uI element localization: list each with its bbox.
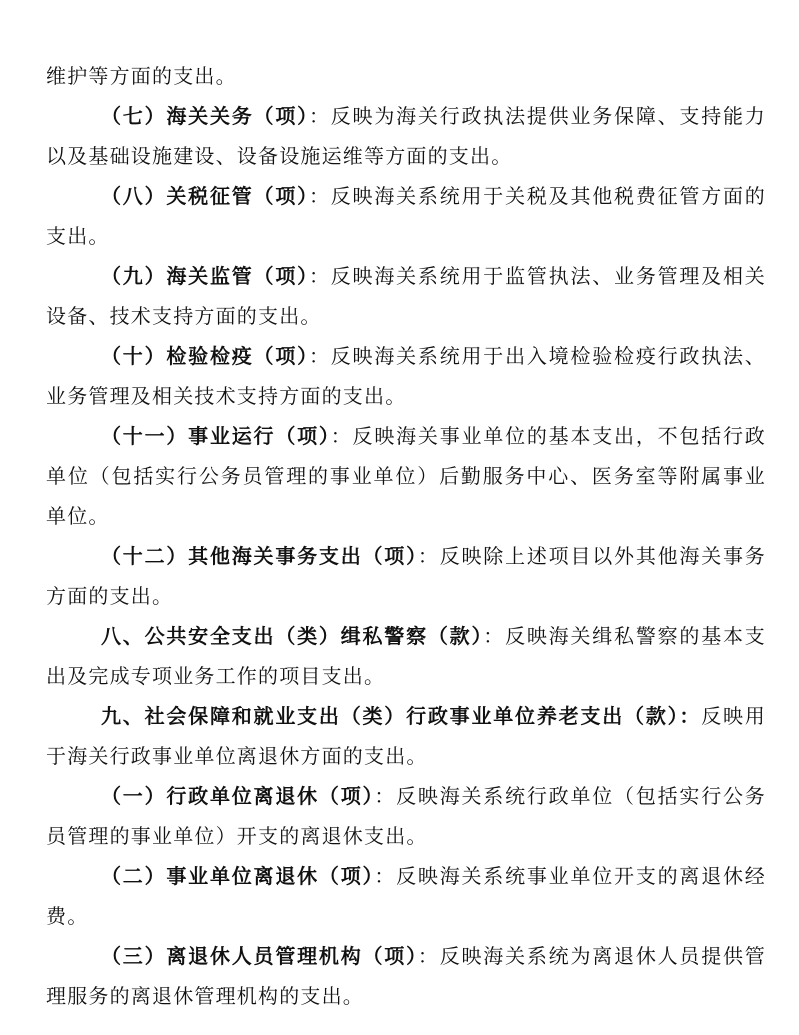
paragraph-pension-expenditure — [46, 696, 766, 776]
paragraph-retiree-management — [46, 936, 766, 1016]
paragraph-heading: （三）离退休人员管理机构（项） — [101, 944, 418, 968]
paragraph-continuation — [46, 56, 766, 96]
paragraph-inspection-quarantine — [46, 336, 766, 416]
paragraph-customs-supervision — [46, 256, 766, 336]
paragraph-heading: （二）事业单位离退休（项） — [101, 864, 375, 888]
paragraph-text: 反映用于海关行政事业单位离退休方面的支出。 — [46, 704, 766, 768]
paragraph-institution-retirement — [46, 856, 766, 936]
paragraph-heading: （十一）事业运行（项） — [101, 424, 331, 448]
paragraph-anti-smuggling-police — [46, 616, 766, 696]
paragraph-heading: （十二）其他海关事务支出（项） — [101, 544, 418, 568]
paragraph-text: ：反映海关系统用于关税及其他税费征管方面的支出。 — [46, 184, 767, 248]
paragraph-heading: （八）关税征管（项） — [101, 184, 309, 208]
paragraph-customs-affairs — [46, 96, 766, 176]
paragraph-text: ：反映海关系统用于出入境检验检疫行政执法、业务管理及相关技术支持方面的支出。 — [46, 344, 767, 408]
paragraph-text: ：反映海关事业单位的基本支出，不包括行政单位（包括实行公务员管理的事业单位）后勤服务中心、医务室等附属事业单位。 — [46, 424, 767, 528]
paragraph-heading: （一）行政单位离退休（项） — [101, 784, 375, 808]
document-body — [46, 56, 766, 1016]
paragraph-heading: 八、公共安全支出（类）缉私警察（款） — [101, 624, 484, 648]
paragraph-tariff-collection — [46, 176, 766, 256]
paragraph-heading: （九）海关监管（项） — [101, 264, 309, 288]
paragraph-text: ：反映海关系统行政单位（包括实行公务员管理的事业单位）开支的离退休支出。 — [46, 784, 766, 848]
paragraph-institution-operation — [46, 416, 766, 536]
paragraph-text: ：反映海关缉私警察的基本支出及完成专项业务工作的项目支出。 — [46, 624, 766, 688]
paragraph-text: ：反映为海关行政执法提供业务保障、支持能力以及基础设施建设、设备设施运维等方面的支出。 — [46, 104, 767, 168]
paragraph-text: ：反映海关系统为离退休人员提供管理服务的离退休管理机构的支出。 — [46, 944, 767, 1008]
paragraph-other-customs-expenditure — [46, 536, 766, 616]
paragraph-admin-retirement — [46, 776, 766, 856]
paragraph-heading: （十）检验检疫（项） — [101, 344, 309, 368]
paragraph-text: ：反映除上述项目以外其他海关事务方面的支出。 — [46, 544, 767, 608]
paragraph-heading: （七）海关关务（项） — [101, 104, 309, 128]
paragraph-heading: 九、社会保障和就业支出（类）行政事业单位养老支出（款）： — [101, 704, 702, 728]
paragraph-text: ：反映海关系统用于监管执法、业务管理及相关设备、技术支持方面的支出。 — [46, 264, 767, 328]
paragraph-text: ：反映海关系统事业单位开支的离退休经费。 — [46, 864, 766, 928]
paragraph-text: 维护等方面的支出。 — [46, 64, 237, 88]
